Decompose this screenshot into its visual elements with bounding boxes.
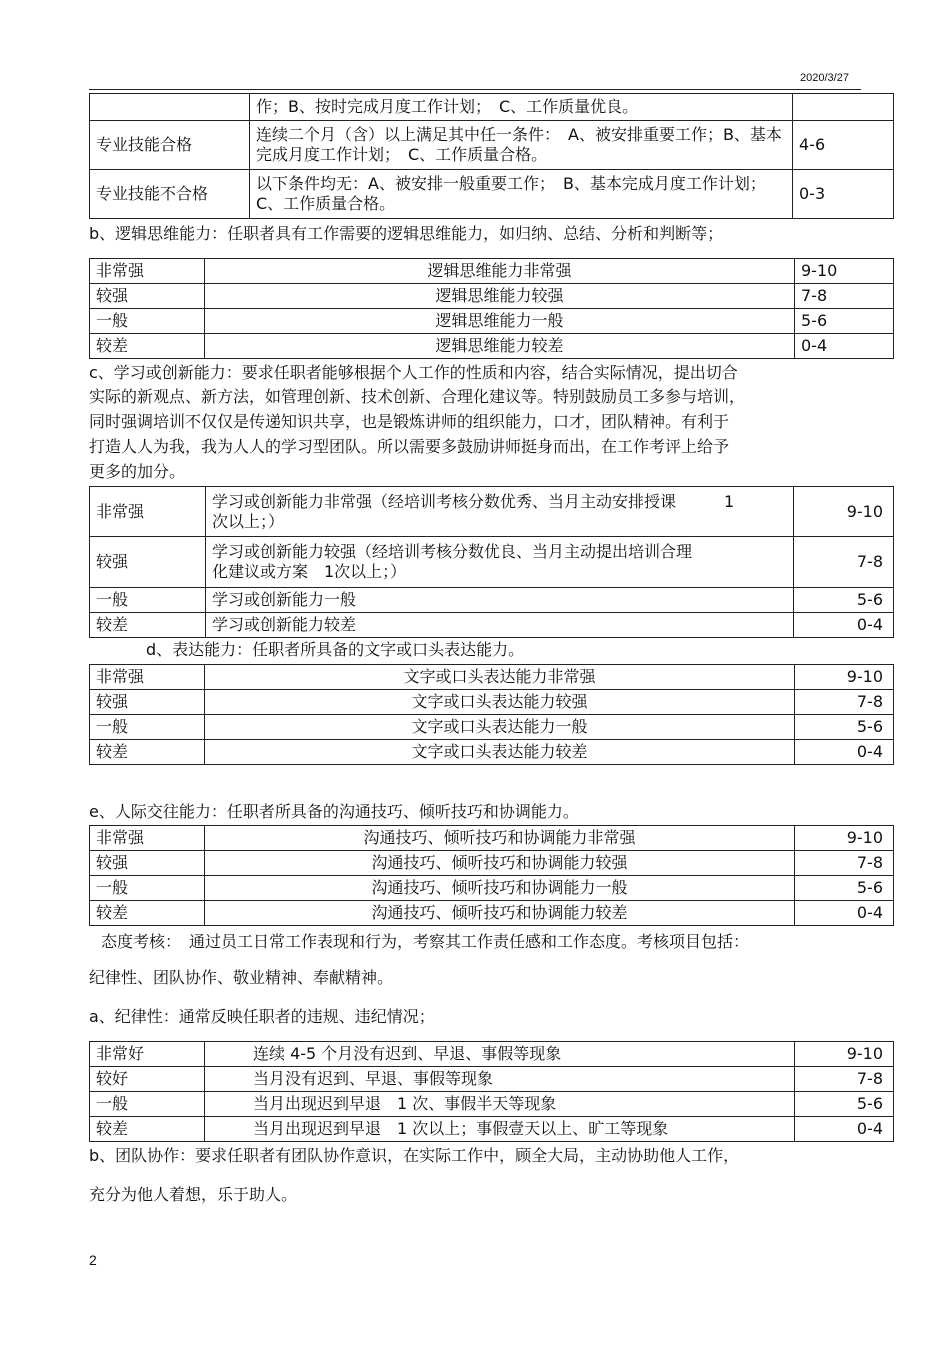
- table-row: [90, 259, 894, 284]
- score-cell: 7-8: [794, 537, 894, 588]
- table-row: [90, 1067, 894, 1092]
- paragraph-social: e、人际交往能力：任职者所具备的沟通技巧、倾听技巧和协调能力。: [89, 802, 579, 821]
- score-cell: 0-4: [795, 1117, 894, 1142]
- table-row: [90, 690, 894, 715]
- table-row: [90, 121, 894, 170]
- score-cell: 9-10: [795, 259, 894, 284]
- score-cell: 9-10: [795, 1042, 894, 1067]
- desc-cell: [206, 537, 794, 588]
- paragraph-logic: b、逻辑思维能力：任职者具有工作需要的逻辑思维能力，如归纳、总结、分析和判断等；: [89, 224, 724, 243]
- desc-cell: [206, 487, 794, 537]
- paragraph-express: d、表达能力：任职者所具备的文字或口头表达能力。: [146, 640, 525, 659]
- score-cell: 9-10: [795, 665, 894, 690]
- level-cell: 一般: [90, 588, 206, 613]
- level-cell: 较差: [90, 613, 206, 638]
- score-cell: 5-6: [795, 715, 894, 740]
- paragraph-learning-1: c、学习或创新能力：要求任职者能够根据个人工作的性质和内容，结合实际情况，提出切合: [89, 363, 738, 382]
- desc-cell: 沟通技巧、倾听技巧和协调能力一般: [205, 876, 795, 901]
- score-cell: 7-8: [795, 1067, 894, 1092]
- desc-line: 化建议或方案 1次以上；）: [212, 562, 407, 581]
- desc-cell: 连续 4-5 个月没有迟到、早退、事假等现象: [205, 1042, 795, 1067]
- level-cell: 较强: [90, 537, 206, 588]
- desc-cell: 逻辑思维能力较强: [205, 284, 795, 309]
- level-cell: 非常强: [90, 259, 205, 284]
- desc-cell: 当月没有迟到、早退、事假等现象: [205, 1067, 795, 1092]
- level-cell: 较差: [90, 1117, 205, 1142]
- table-row: [90, 284, 894, 309]
- desc-cell: 逻辑思维能力非常强: [205, 259, 795, 284]
- level-cell: 较好: [90, 1067, 205, 1092]
- discipline-table: [89, 1041, 894, 1142]
- page-number: 2: [89, 1252, 97, 1268]
- level-cell: 较差: [90, 901, 205, 926]
- level-cell: 较强: [90, 690, 205, 715]
- desc-cell: 学习或创新能力一般: [206, 588, 794, 613]
- table-row: [90, 901, 894, 926]
- score-cell: 5-6: [795, 876, 894, 901]
- score-cell: 0-4: [795, 334, 894, 359]
- level-cell: 较强: [90, 284, 205, 309]
- score-cell: 7-8: [795, 690, 894, 715]
- desc-cell: 沟通技巧、倾听技巧和协调能力较差: [205, 901, 795, 926]
- score-cell: 5-6: [795, 309, 894, 334]
- desc-cell: 沟通技巧、倾听技巧和协调能力非常强: [205, 826, 795, 851]
- level-cell: 较强: [90, 851, 205, 876]
- desc-cell: 文字或口头表达能力较强: [205, 690, 795, 715]
- level-cell: 非常强: [90, 487, 206, 537]
- table-row: [90, 334, 894, 359]
- skill-table: [89, 93, 894, 219]
- table-row: [90, 715, 894, 740]
- paragraph-learning-4: 打造人人为我，我为人人的学习型团队。所以需要多鼓励讲师挺身而出，在工作考评上给予: [89, 437, 730, 456]
- level-cell: 非常强: [90, 826, 205, 851]
- desc-cell: 文字或口头表达能力一般: [205, 715, 795, 740]
- table-row: [90, 851, 894, 876]
- table-row: [90, 740, 894, 765]
- header-date: 2020/3/27: [800, 72, 849, 84]
- desc-line: 次以上；）: [212, 511, 285, 531]
- level-cell: 一般: [90, 1092, 205, 1117]
- paragraph-learning-3: 同时强调培训不仅仅是传递知识共享，也是锻炼讲师的组织能力，口才，团队精神。有利于: [89, 412, 730, 431]
- level-cell: 非常强: [90, 665, 205, 690]
- table-row: [90, 1042, 894, 1067]
- score-cell: 9-10: [794, 487, 894, 537]
- table-row: [90, 94, 894, 121]
- paragraph-team-1: b、团队协作：要求任职者有团队协作意识，在实际工作中，顾全大局，主动协助他人工作，: [89, 1146, 740, 1165]
- level-cell: 专业技能不合格: [90, 170, 250, 219]
- paragraph-attitude-2: 纪律性、团队协作、敬业精神、奉献精神。: [89, 968, 394, 987]
- desc-cell: 沟通技巧、倾听技巧和协调能力较强: [205, 851, 795, 876]
- desc-cell: 当月出现迟到早退 1 次以上；事假壹天以上、旷工等现象: [205, 1117, 795, 1142]
- table-row: [90, 588, 894, 613]
- table-row: [90, 309, 894, 334]
- logic-table: [89, 258, 894, 359]
- score-cell: 7-8: [795, 284, 894, 309]
- desc-cell: 学习或创新能力较差: [206, 613, 794, 638]
- paragraph-learning-2: 实际的新观点、新方法，如管理创新、技术创新、合理化建议等。特别鼓励员工多参与培训，: [89, 387, 746, 406]
- desc-cell: 连续二个月（含）以上满足其中任一条件： A、被安排重要工作；B、基本完成月度工作计划； C、工作质量合格。: [250, 121, 793, 170]
- table-row: [90, 1117, 894, 1142]
- level-cell: 一般: [90, 309, 205, 334]
- table-row: [90, 876, 894, 901]
- paragraph-discipline: a、纪律性：通常反映任职者的违规、违纪情况；: [89, 1007, 435, 1026]
- learning-table: [89, 486, 894, 638]
- desc-line: 学习或创新能力非常强（经培训考核分数优秀、当月主动安排授课 1: [212, 491, 735, 511]
- header-rule: [89, 89, 861, 90]
- desc-cell: 以下条件均无：A、被安排一般重要工作； B、基本完成月度工作计划；C、工作质量合格。: [250, 170, 793, 219]
- score-cell: 5-6: [794, 588, 894, 613]
- score-cell: 0-4: [794, 613, 894, 638]
- table-row: [90, 665, 894, 690]
- desc-cell: 当月出现迟到早退 1 次、事假半天等现象: [205, 1092, 795, 1117]
- level-cell: [90, 94, 250, 121]
- level-cell: 较差: [90, 740, 205, 765]
- table-row: [90, 487, 894, 537]
- table-row: [90, 537, 894, 588]
- level-cell: 较差: [90, 334, 205, 359]
- score-cell: 0-4: [795, 740, 894, 765]
- desc-cell: 作；B、按时完成月度工作计划； C、工作质量优良。: [250, 94, 793, 121]
- level-cell: 非常好: [90, 1042, 205, 1067]
- paragraph-team-2: 充分为他人着想，乐于助人。: [89, 1185, 298, 1204]
- table-row: [90, 613, 894, 638]
- desc-cell: 逻辑思维能力一般: [205, 309, 795, 334]
- score-cell: 7-8: [795, 851, 894, 876]
- score-cell: 4-6: [793, 121, 894, 170]
- desc-line: 学习或创新能力较强（经培训考核分数优良、当月主动提出培训合理: [212, 542, 693, 561]
- score-cell: 9-10: [795, 826, 894, 851]
- table-row: [90, 826, 894, 851]
- desc-cell: 文字或口头表达能力非常强: [205, 665, 795, 690]
- table-row: [90, 170, 894, 219]
- score-cell: [793, 94, 894, 121]
- level-cell: 一般: [90, 715, 205, 740]
- level-cell: 专业技能合格: [90, 121, 250, 170]
- paragraph-attitude-1: 态度考核： 通过员工日常工作表现和行为，考察其工作责任感和工作态度。考核项目包括：: [101, 932, 750, 951]
- express-table: [89, 664, 894, 765]
- social-table: [89, 825, 894, 926]
- table-row: [90, 1092, 894, 1117]
- score-cell: 0-4: [795, 901, 894, 926]
- level-cell: 一般: [90, 876, 205, 901]
- score-cell: 0-3: [793, 170, 894, 219]
- score-cell: 5-6: [795, 1092, 894, 1117]
- desc-cell: 逻辑思维能力较差: [205, 334, 795, 359]
- desc-cell: 文字或口头表达能力较差: [205, 740, 795, 765]
- paragraph-learning-5: 更多的加分。: [89, 462, 186, 481]
